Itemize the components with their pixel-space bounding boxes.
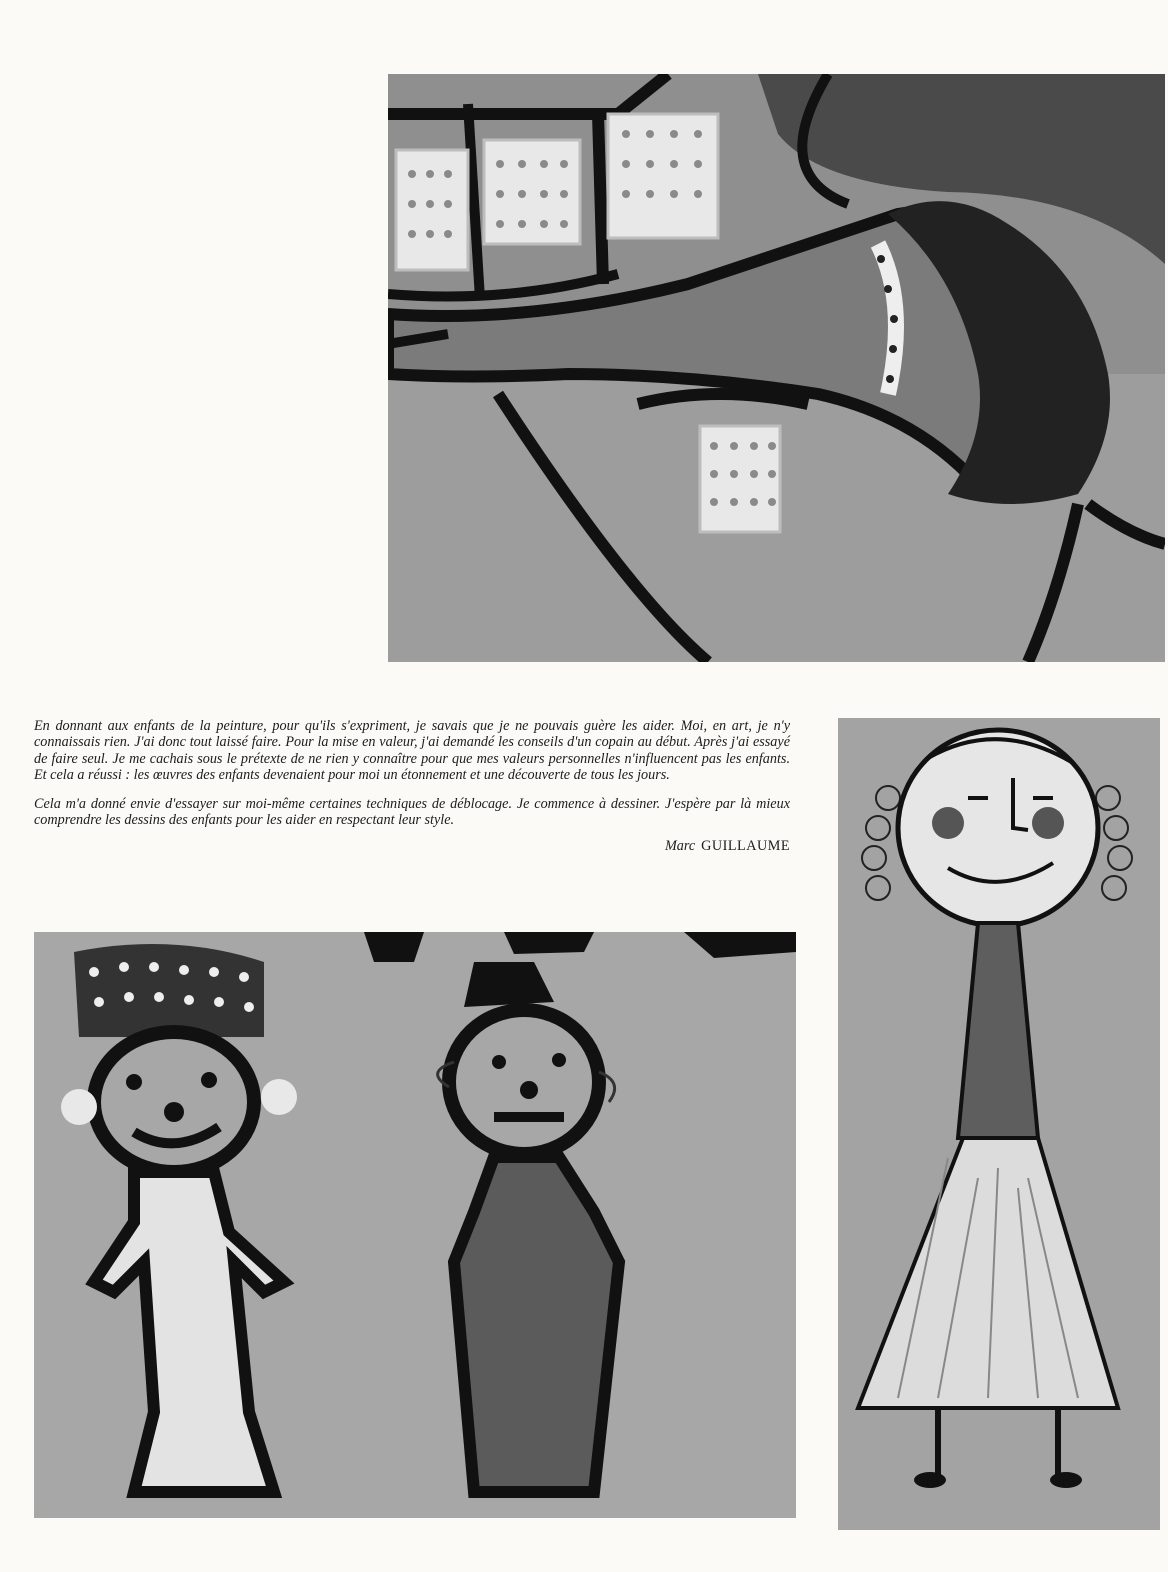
article-paragraph-2: Cela m'a donné envie d'essayer sur moi-même certaines techniques de déblocage. Je commence à dessiner. J'espère par là mieux comprendre les dessins des enfants pour les aider en respectant leur style. (34, 795, 790, 829)
author-first-name: Marc (664, 838, 696, 855)
article-paragraph-1: En donnant aux enfants de la peinture, pour qu'ils s'expriment, je savais que je ne pouvais guère les aider. Moi, en art, je n'y connaissais rien. J'ai donc tout laissé faire. Pour la mise en valeur, j'ai demandé les conseils d'un copain au début. Après j'ai essayé de faire seul. Je me cachais sous le prétexte de ne rien y connaître pour que mes valeurs personnelles n'influencent pas les enfants. Et cela a réussi : les œuvres des enfants devenaient pour moi un étonnement et une découverte de tous les jours. (34, 718, 790, 784)
author-signature (34, 838, 790, 854)
author-last-name: GUILLAUME (701, 838, 790, 855)
article-text (34, 718, 790, 855)
photo-girl-painting (838, 718, 1160, 1530)
photo-street-painting (388, 74, 1165, 662)
photo-two-figures-painting (34, 932, 796, 1518)
